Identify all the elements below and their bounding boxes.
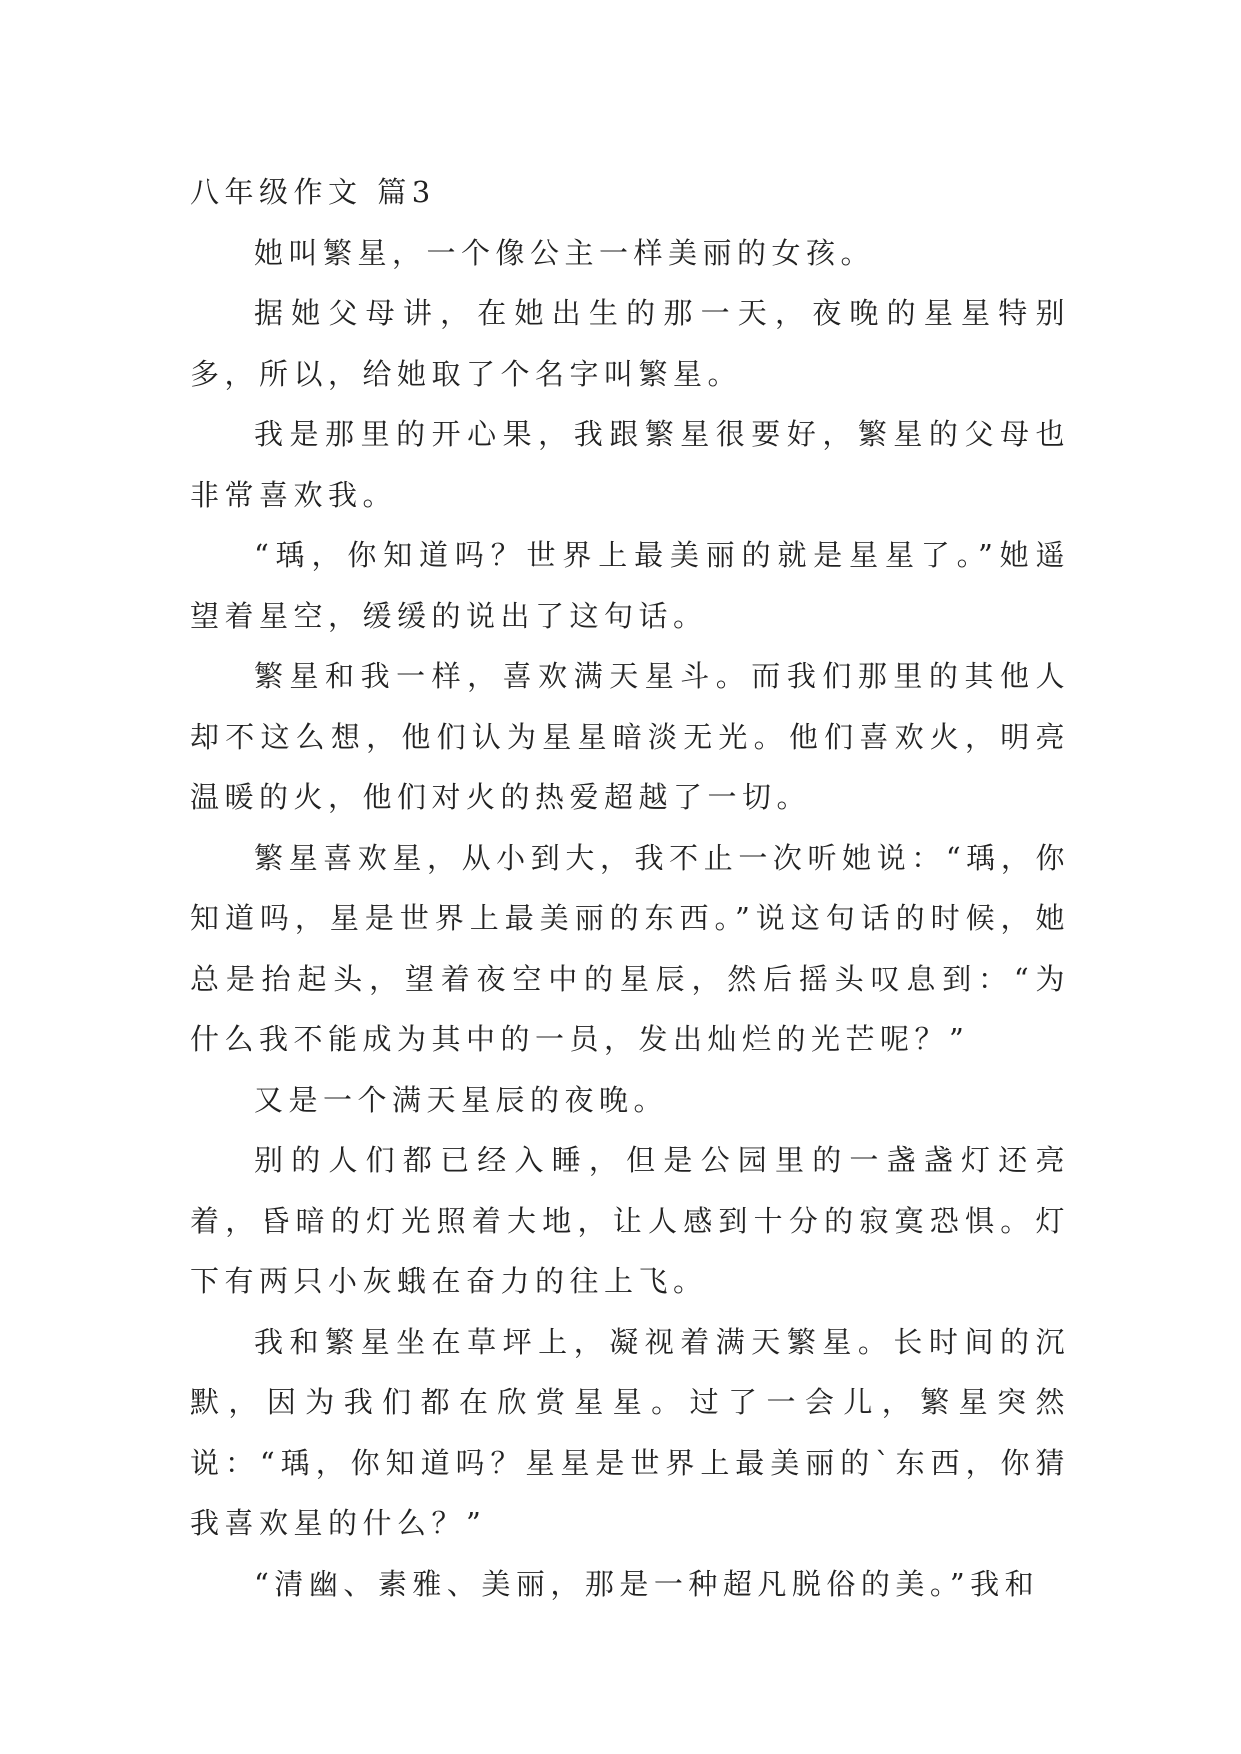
essay-title: 八年级作文 篇3 xyxy=(190,175,436,209)
paragraph: 我和繁星坐在草坪上，凝视着满天繁星。长时间的沉默，因为我们都在欣赏星星。过了一会儿，繁星突然说：“瑀，你知道吗？星星是世界上最美丽的`东西，你猜我喜欢星的什么？” xyxy=(190,1324,1070,1540)
paragraph: 又是一个满天星辰的夜晚。 xyxy=(254,1082,669,1117)
essay-body xyxy=(190,162,1070,1614)
paragraph: “瑀，你知道吗？世界上最美丽的就是星星了。”她遥望着星空，缓缓的说出了这句话。 xyxy=(190,538,1070,633)
paragraph: 别的人们都已经入睡，但是公园里的一盏盏灯还亮着，昏暗的灯光照着大地，让人感到十分的寂寞恐惧。灯下有两只小灰蛾在奋力的往上飞。 xyxy=(190,1143,1070,1298)
paragraph: 繁星喜欢星，从小到大，我不止一次听她说：“瑀，你知道吗，星是世界上最美丽的东西。”说这句话的时候，她总是抬起头，望着夜空中的星辰，然后摇头叹息到：“为什么我不能成为其中的一员，发出灿烂的光芒呢？” xyxy=(190,840,1070,1056)
paragraph: “清幽、素雅、美丽，那是一种超凡脱俗的美。”我和 xyxy=(254,1566,1040,1601)
paragraph: 她叫繁星，一个像公主一样美丽的女孩。 xyxy=(254,235,876,270)
paragraph: 我是那里的开心果，我跟繁星很要好，繁星的父母也非常喜欢我。 xyxy=(190,417,1070,512)
paragraph: 据她父母讲，在她出生的那一天，夜晚的星星特别多，所以，给她取了个名字叫繁星。 xyxy=(190,296,1070,391)
paragraph: 繁星和我一样，喜欢满天星斗。而我们那里的其他人却不这么想，他们认为星星暗淡无光。他们喜欢火，明亮温暖的火，他们对火的热爱超越了一切。 xyxy=(190,659,1070,814)
